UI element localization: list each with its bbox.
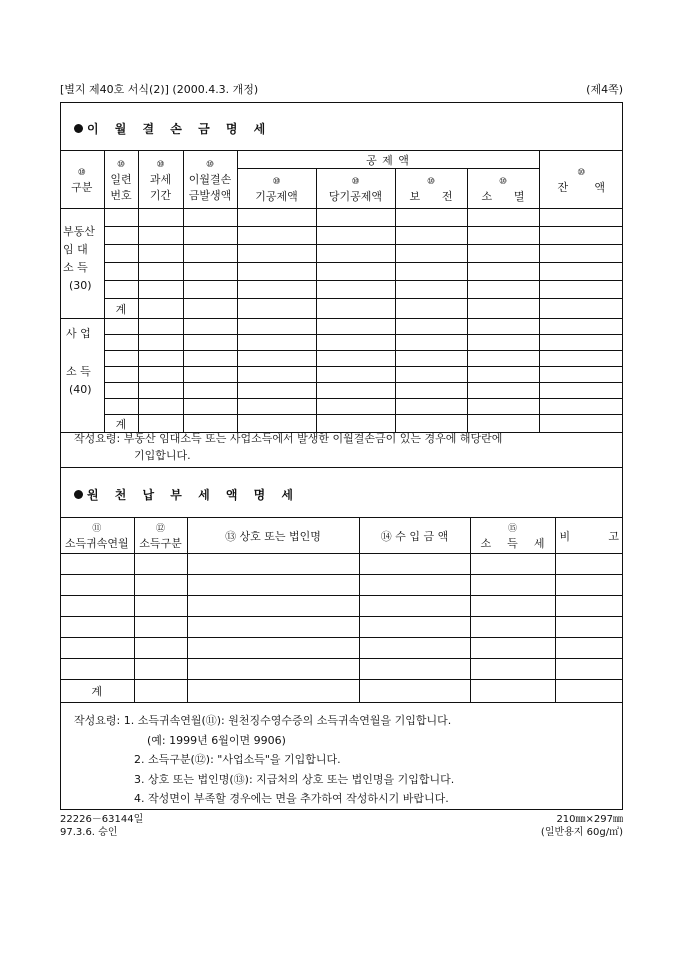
table-row [60,351,623,367]
footer-paper-size: 210㎜×297㎜ [556,814,623,825]
col-prior-deduction-header: ⑩ 기공제액 [237,169,316,209]
col-company-name-header: ⑬ 상호 또는 법인명 [187,518,359,554]
table-row [60,299,623,319]
footer-approval-number: 22226－63144일 [60,814,144,825]
col-expire-header: ⑩ 소 멸 [467,169,539,209]
carryover-loss-table [60,150,623,433]
group1-total-label: 계 [104,299,138,319]
section2-note-1-example: (예: 1999년 6월이면 9906) [147,733,286,747]
table-row [60,209,623,227]
section1-note-label: 작성요령: [74,432,121,445]
table-row [60,659,623,680]
section2-note-4: 4. 작성면이 부족할 경우에는 면을 추가하여 작성하시기 바랍니다. [134,792,449,805]
table-row [60,281,623,299]
col-income-type-header: ⑫ 소득구분 [134,518,187,554]
col-serial-header: ⑩ 일련 번호 [104,151,138,209]
form-id: [별지 제40호 서식(2)] (2000.4.3. 개정) [60,83,259,96]
table-row [60,367,623,383]
deduction-group-header: 공 제 액 [237,151,539,169]
table-row [60,319,623,335]
group-business-label: 사 업 소 득 (40) [60,319,104,433]
table-row [60,554,623,575]
table-row [60,575,623,596]
section2-note-2: 2. 소득구분(⑫): "사업소득"을 기입합니다. [134,753,341,766]
table-row [60,263,623,281]
withholding-tax-table [60,517,623,703]
col-loss-header: ⑩ 이월결손 금발생액 [183,151,237,209]
section2-note-label: 작성요령: [74,714,121,727]
section2-note-3: 3. 상호 또는 법인명(⑬): 지급처의 상호 또는 법인명을 기입합니다. [134,772,455,786]
col-period-header: ⑩ 과세 기간 [138,151,183,209]
col-income-tax-header: ⑮ 소 득 세 [470,518,555,554]
table-row [60,245,623,263]
table-row [60,227,623,245]
section1-note-text: 부동산 임대소득 또는 사업소득에서 발생한 이월결손금이 있는 경우에 해당란에 [123,432,503,445]
table-row [60,638,623,659]
table-row [60,383,623,399]
page-number: (제4쪽) [586,83,623,96]
table-row [60,680,623,703]
section1-note-text2: 기입합니다. [134,449,191,462]
col-income-month-header: ⑪ 소득귀속연월 [60,518,134,554]
bullet-icon [74,124,83,133]
section2-total-label: 계 [60,680,134,703]
section2-title: 원 천 납 부 세 액 명 세 [60,480,623,510]
table-row [60,399,623,415]
col-remarks-header: 비 고 [555,518,623,554]
section2-instructions [60,711,623,809]
col-balance-header: ⑩ 잔 액 [539,151,623,209]
section1-title: 이 월 결 손 금 명 세 [60,114,623,144]
table-row [60,617,623,638]
form-header [60,81,623,95]
group2-total-label: 계 [104,415,138,433]
section-divider [60,467,623,468]
col-carry-header: ⑩ 보 전 [395,169,467,209]
group-real-estate-label: 부동산 임 대 소 득 (30) [60,209,104,319]
col-revenue-header: ⑭ 수 입 금 액 [359,518,470,554]
footer-paper-weight: (일반용지 60g/㎡) [540,827,623,838]
col-division-header: ⑩ 구분 [60,151,104,209]
table-row [60,335,623,351]
footer-approval-date: 97.3.6. 승인 [60,827,118,838]
col-current-deduction-header: ⑩ 당기공제액 [316,169,395,209]
bullet-icon [74,490,83,499]
section1-instructions [60,430,623,464]
section2-note-1: 1. 소득귀속연월(⑪): 원천징수영수증의 소득귀속연월을 기입합니다. [123,714,452,727]
table-row [60,596,623,617]
